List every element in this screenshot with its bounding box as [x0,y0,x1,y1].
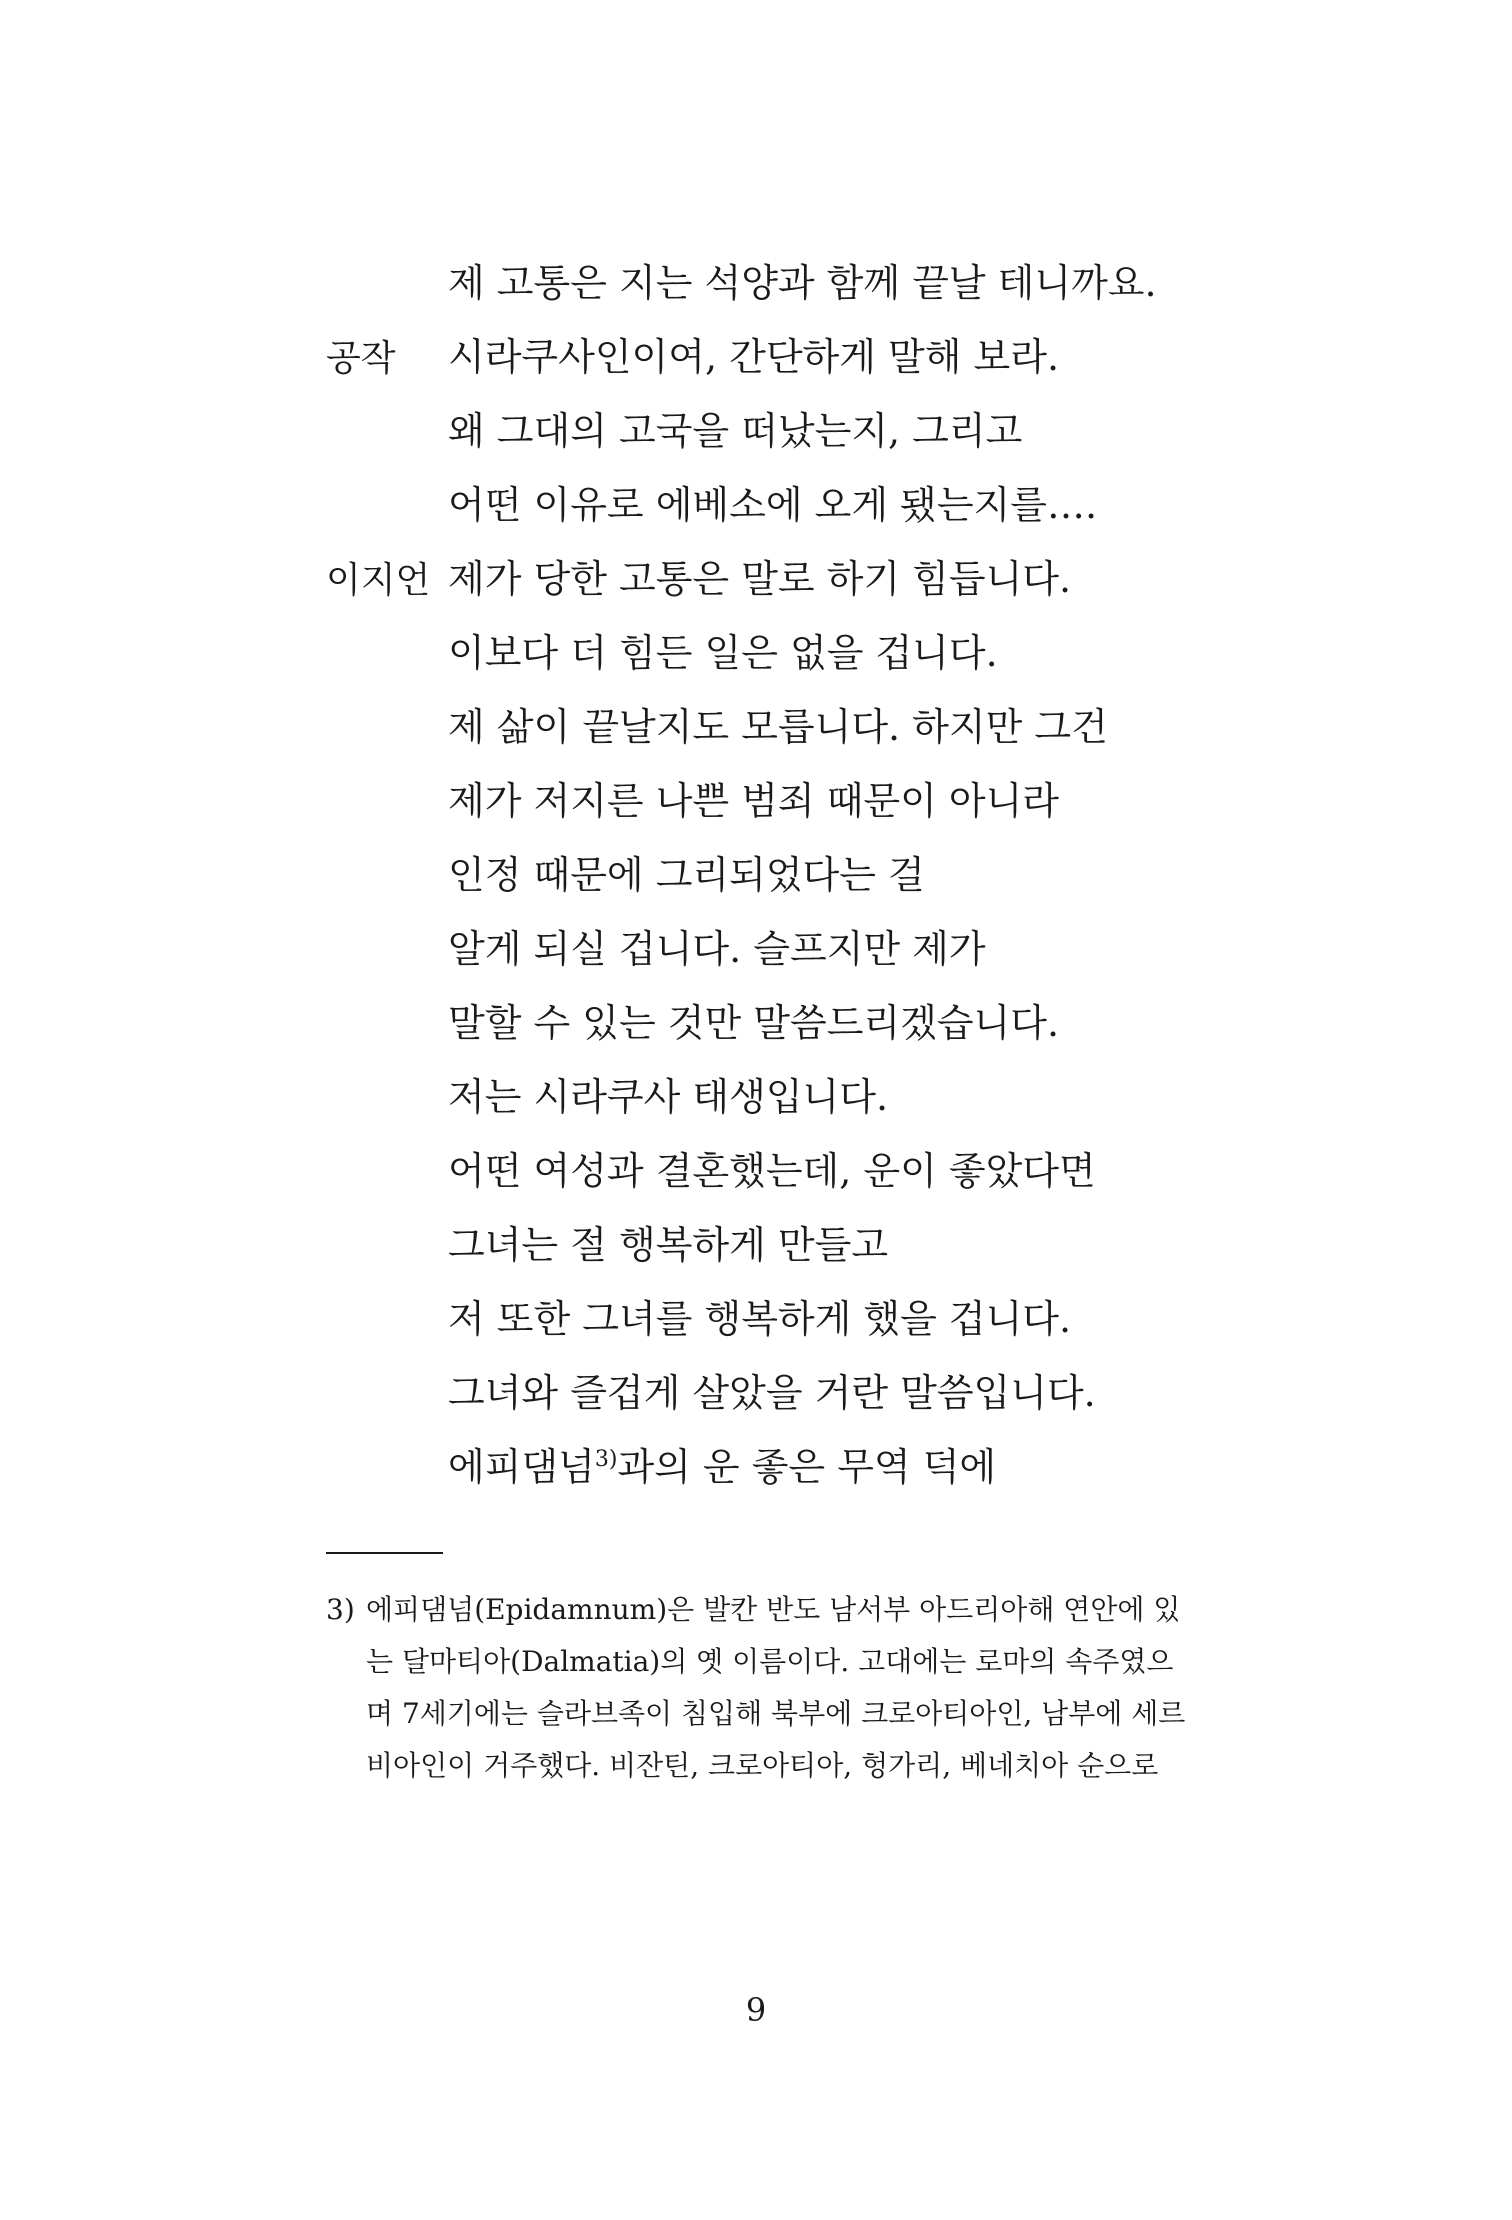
dialogue-line [0,1284,1512,1358]
dialogue-line [0,988,1512,1062]
text-after-note: 과의 운 좋은 무역 덕에 [617,1445,997,1489]
dialogue-text: 이보다 더 힘든 일은 없을 겁니다. [448,631,998,675]
dialogue-text: 저는 시라쿠사 태생입니다. [448,1075,889,1119]
dialogue-line [0,914,1512,988]
dialogue-line [0,544,1512,618]
speaker-name: 이지언 [326,560,431,601]
dialogue-text: 왜 그대의 고국을 떠났는지, 그리고 [448,409,1023,453]
speaker-name: 공작 [326,338,396,379]
dialogue-line [0,470,1512,544]
dialogue-text: 제 삶이 끝날지도 모릅니다. 하지만 그건 [448,705,1108,749]
dialogue-line [0,766,1512,840]
dialogue-text: 그녀와 즐겁게 살았을 거란 말씀입니다. [448,1371,1096,1415]
footnote-divider [326,1552,443,1554]
dialogue-text [448,1442,996,1492]
dialogue-text: 저 또한 그녀를 행복하게 했을 겁니다. [448,1297,1072,1341]
dialogue-line [0,1062,1512,1136]
page-number: 9 [745,1991,767,2029]
dialogue-line [0,692,1512,766]
dialogue-line [0,618,1512,692]
dialogue-line [0,396,1512,470]
dialogue-line [0,1358,1512,1432]
footnote-text: 며 7세기에는 슬라브족이 침입해 북부에 크로아티아인, 남부에 세르 [366,1697,1186,1730]
dialogue-text: 시라쿠사인이여, 간단하게 말해 보라. [448,335,1060,379]
dialogue-line [0,1432,1512,1506]
dialogue-line [0,248,1512,322]
footnote-marker: 3) [326,1593,355,1626]
dialogue-text: 말할 수 있는 것만 말씀드리겠습니다. [448,1001,1060,1045]
footnote-text: 에피댐넘(Epidamnum)은 발칸 반도 남서부 아드리아해 연안에 있 [366,1593,1181,1626]
text-before-note: 에피댐넘 [448,1445,595,1489]
footnote-reference[interactable]: 3) [594,1447,618,1472]
dialogue-text: 알게 되실 겁니다. 슬프지만 제가 [448,927,986,971]
dialogue-text: 어떤 이유로 에베소에 오게 됐는지를…. [448,483,1098,527]
footnote-text: 는 달마티아(Dalmatia)의 옛 이름이다. 고대에는 로마의 속주였으 [366,1645,1174,1678]
dialogue-text: 제가 저지른 나쁜 범죄 때문이 아니라 [448,779,1060,823]
dialogue-text: 인정 때문에 그리되었다는 걸 [448,853,925,897]
dialogue-text: 제가 당한 고통은 말로 하기 힘듭니다. [448,557,1072,601]
dialogue-line [0,1136,1512,1210]
footnote-text: 비아인이 거주했다. 비잔틴, 크로아티아, 헝가리, 베네치아 순으로 [366,1749,1159,1782]
dialogue-line [0,322,1512,396]
dialogue-text: 제 고통은 지는 석양과 함께 끝날 테니까요. [448,261,1157,305]
dialogue-text: 어떤 여성과 결혼했는데, 운이 좋았다면 [448,1149,1096,1193]
dialogue-line [0,840,1512,914]
dialogue-text: 그녀는 절 행복하게 만들고 [448,1223,889,1267]
dialogue-line [0,1210,1512,1284]
